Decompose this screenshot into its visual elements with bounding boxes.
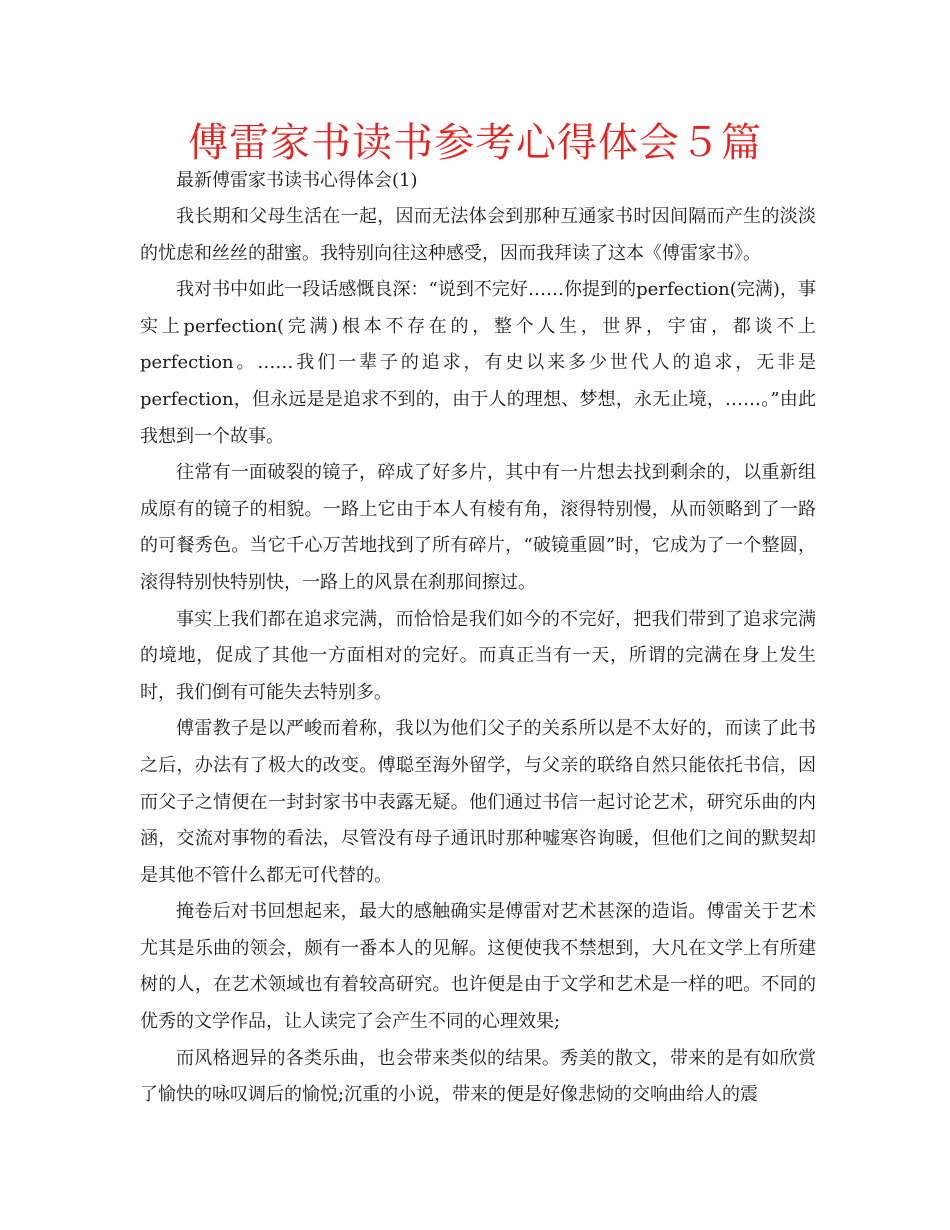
paragraph: 我长期和父母生活在一起，因而无法体会到那种互通家书时因间隔而产生的淡淡的忧虑和丝丝的甜蜜。我特别向往这种感受，因而我拜读了这本《傅雷家书》。 bbox=[140, 206, 816, 264]
document-subtitle: 最新傅雷家书读书心得体会(1) bbox=[176, 170, 418, 191]
paragraph: 往常有一面破裂的镜子，碎成了好多片，其中有一片想去找到剩余的，以重新组成原有的镜子的相貌。一路上它由于本人有棱有角，滚得特别慢，从而领略到了一路的可餐秀色。当它千心万苦地找到了所有碎片，“破镜重圆”时，它成为了一个整圆，滚得特别快特别快，一路上的风景在刹那间擦过。 bbox=[140, 462, 816, 593]
paragraph: 傅雷教子是以严峻而着称，我以为他们父子的关系所以是不太好的，而读了此书之后，办法有了极大的改变。傅聪至海外留学，与父亲的联络自然只能依托书信，因而父子之情便在一封封家书中表露无疑。他们通过书信一起讨论艺术，研究乐曲的内涵，交流对事物的看法，尽管没有母子通讯时那种嘘寒咨询暖，但他们之间的默契却是其他不管什么都无可代替的。 bbox=[140, 718, 816, 886]
document-title: 傅雷家书读书参考心得体会５篇 bbox=[188, 120, 762, 166]
paragraph: 掩卷后对书回想起来，最大的感触确实是傅雷对艺术甚深的造诣。傅雷关于艺术尤其是乐曲的领会，颇有一番本人的见解。这便使我不禁想到，大凡在文学上有所建树的人，在艺术领域也有着较高研究。也许便是由于文学和艺术是一样的吧。不同的优秀的文学作品，让人读完了会产生不同的心理效果; bbox=[140, 901, 816, 1033]
paragraph: 事实上我们都在追求完满，而恰恰是我们如今的不完好，把我们带到了追求完满的境地，促成了其他一方面相对的完好。而真正当有一天，所谓的完满在身上发生时，我们倒有可能失去特别多。 bbox=[140, 608, 816, 703]
paragraph: 而风格迥异的各类乐曲，也会带来类似的结果。秀美的散文，带来的是有如欣赏了愉快的咏叹调后的愉悦;沉重的小说，带来的便是好像悲恸的交响曲给人的震 bbox=[140, 1047, 816, 1106]
paragraph: 我对书中如此一段话感慨良深：“说到不完好……你提到的perfection(完满)，事实上perfection(完满)根本不存在的，整个人生，世界，宇宙，都谈不上perfection。……我们一辈子的追求，有史以来多少世代人的追求，无非是perfection，但永远是是追求不到的，由于人的理想、梦想，永无止境，……。”由此我想到一个故事。 bbox=[140, 279, 816, 447]
document-body bbox=[140, 166, 816, 1114]
